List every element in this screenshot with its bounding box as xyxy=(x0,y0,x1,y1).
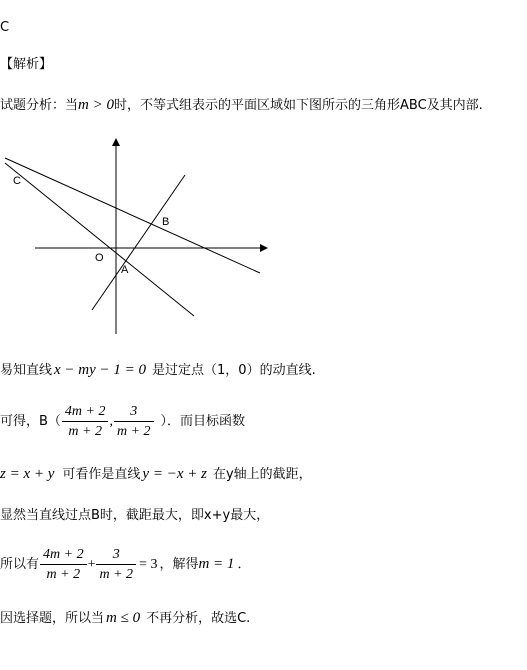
line5-end: ． xyxy=(237,557,251,572)
solution-value: m = 1 xyxy=(198,556,235,572)
label-a: A xyxy=(121,264,129,276)
solve-line xyxy=(0,545,250,584)
max-intercept-line: 显然当直线过点B时，截距最大，即x+y最大， xyxy=(0,508,270,523)
line3-suffix: 在y轴上的截距， xyxy=(212,467,312,482)
label-b: B xyxy=(162,216,170,228)
b-y-denominator: m + 2 xyxy=(116,424,151,439)
intro-line xyxy=(0,97,483,114)
line6-prefix: 因选择题，所以当 xyxy=(0,611,105,626)
line3-mid: 可看作是直线 xyxy=(62,467,141,482)
line2-suffix: ）．而目标函数 xyxy=(160,414,246,429)
conclusion-line xyxy=(0,610,250,627)
sum-fraction-1-denominator: m + 2 xyxy=(46,567,81,582)
intro-suffix: 时，不等式组表示的平面区域如下图所示的三角形ABC及其内部. xyxy=(113,98,483,113)
sum-fraction-2-numerator: 3 xyxy=(96,546,136,565)
region-figure xyxy=(0,138,280,338)
sum-fraction-1-numerator: 4m + 2 xyxy=(40,546,87,565)
objective-line xyxy=(0,466,312,483)
label-o: O xyxy=(95,252,104,264)
line2-comma: , xyxy=(109,414,113,429)
objective-equation: z = x + y xyxy=(0,466,55,482)
line5-mid: ，解得 xyxy=(159,557,199,572)
intro-prefix: 试题分析：当 xyxy=(0,98,79,113)
b-x-fraction xyxy=(62,403,109,440)
line5-prefix: 所以有 xyxy=(0,557,40,572)
intro-condition: m > 0 xyxy=(78,97,114,113)
label-c: C xyxy=(13,175,21,187)
line1-suffix: 是过定点（1，0）的动直线. xyxy=(152,363,316,378)
equals-three: = 3 xyxy=(139,557,158,572)
line-equation: y = −x + z xyxy=(142,466,207,482)
line-cb xyxy=(5,158,260,273)
line2-prefix: 可得，B（ xyxy=(0,414,61,429)
b-x-numerator: 4m + 2 xyxy=(62,403,109,422)
answer-label: C xyxy=(0,20,10,35)
b-y-fraction xyxy=(114,403,154,440)
analysis-heading: 【解析】 xyxy=(0,57,53,72)
line6-suffix: 不再分析，故选C. xyxy=(146,611,251,626)
line-ca xyxy=(5,163,194,316)
line1-prefix: 易知直线 xyxy=(0,363,53,378)
plus-sign: + xyxy=(87,557,96,572)
sum-fraction-2 xyxy=(96,546,136,583)
b-y-numerator: 3 xyxy=(114,403,154,422)
sum-fraction-2-denominator: m + 2 xyxy=(99,567,134,582)
b-x-denominator: m + 2 xyxy=(68,424,102,439)
point-b-line xyxy=(0,403,245,441)
line1-equation: x − my − 1 = 0 xyxy=(54,362,147,378)
sum-fraction-1 xyxy=(40,546,87,583)
line6-condition: m ≤ 0 xyxy=(106,610,141,626)
fixed-point-line xyxy=(0,362,316,379)
line-ab xyxy=(92,175,185,310)
